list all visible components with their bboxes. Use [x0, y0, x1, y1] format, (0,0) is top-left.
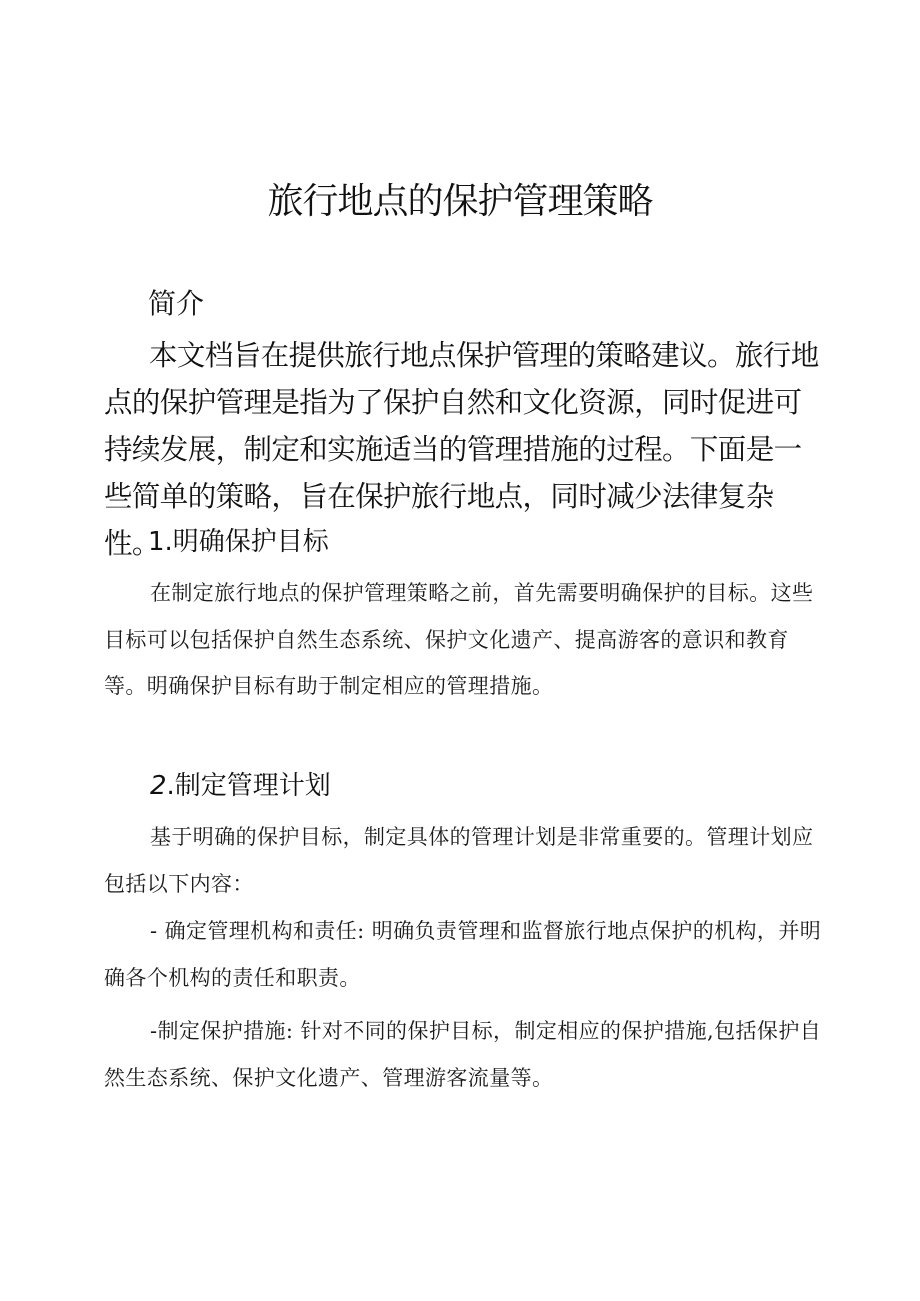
section-2-number: 2: [150, 771, 167, 801]
intro-heading: 简介: [148, 287, 205, 320]
section-1-heading: 1.明确保护目标: [148, 527, 329, 557]
section-2-heading-text: .制定管理计划: [166, 771, 331, 801]
list-item: - 确定管理机构和责任: 明确负责管理和监督旅行地点保护的机构，并明确各个机构的责任和职责。: [104, 919, 822, 990]
list-item: -制定保护措施: 针对不同的保护目标，制定相应的保护措施,包括保护自然生态系统、保护文化遗产、管理游客流量等。: [104, 1019, 822, 1090]
document-title: 旅行地点的保护管理策略: [267, 181, 653, 222]
intro-paragraph: 本文档旨在提供旅行地点保护管理的策略建议。旅行地点的保护管理是指为了保护自然和文化资源，同时促进可持续发展，制定和实施适当的管理措施的过程。下面是一些简单的策略，旨在保护旅行地点，同时减少法律复杂性。: [104, 339, 819, 560]
section-2-heading: [150, 766, 331, 806]
section-1-paragraph: 在制定旅行地点的保护管理策略之前，首先需要明确保护的目标。这些目标可以包括保护自然生态系统、保护文化遗产、提高游客的意识和教育等。明确保护目标有助于制定相应的管理措施。: [104, 581, 814, 698]
section-2-paragraph: 基于明确的保护目标，制定具体的管理计划是非常重要的。管理计划应包括以下内容：: [104, 825, 814, 896]
